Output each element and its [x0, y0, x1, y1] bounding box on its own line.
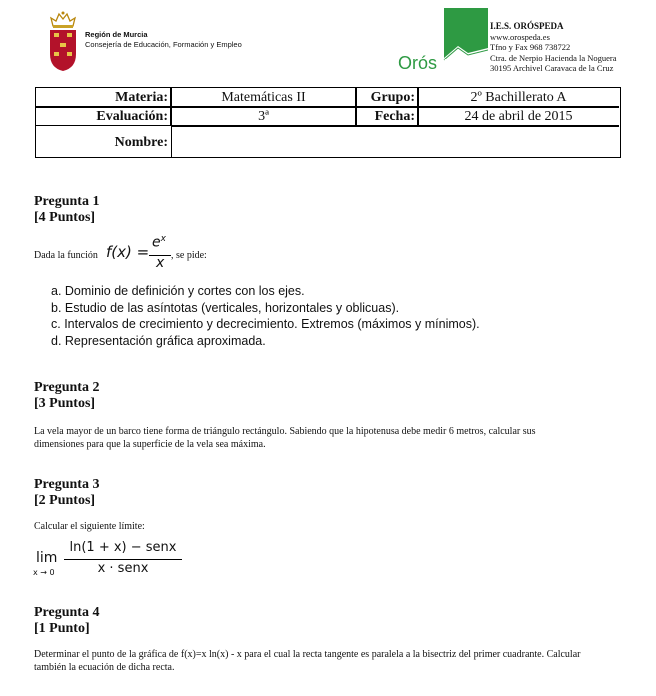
question-1-intro-end: , se pide: — [171, 250, 207, 261]
limit-fraction-line — [64, 559, 182, 560]
question-4-title: Pregunta 4 — [34, 605, 100, 620]
school-phone: Tfno y Fax 968 738722 — [490, 42, 571, 52]
school-name: I.E.S. ORÓSPEDA — [490, 21, 564, 31]
question-4-points: [1 Punto] — [34, 621, 90, 636]
grupo-label: Grupo: — [370, 90, 415, 105]
fecha-value: 24 de abril de 2015 — [464, 109, 573, 124]
question-2-text-line1: La vela mayor de un barco tiene forma de triángulo rectángulo. Sabiendo que la hipotenusa debe medir 6 metros, calcular sus — [34, 426, 536, 437]
svg-text:peda: peda — [443, 53, 484, 73]
limit-subscript: x → 0 — [33, 568, 55, 577]
limit-denominator: x · senx — [97, 561, 149, 576]
list-item: b. Estudio de las asíntotas (verticales, horizontales y oblicuas). — [51, 300, 400, 315]
nombre-label: Nombre: — [114, 135, 168, 150]
question-1-list — [51, 283, 480, 349]
evaluacion-label: Evaluación: — [96, 109, 168, 124]
grupo-value: 2º Bachillerato A — [470, 90, 567, 105]
function-name: f(x) = — [106, 243, 150, 261]
function-numerator: $e^x$ — [152, 234, 166, 251]
question-4-text-line1: Determinar el punto de la gráfica de f(x)=x ln(x) - x para el cual la recta tangente es paralela a la bisectriz del primer cuadrante. Calcular — [34, 649, 581, 660]
region-name: Región de Murcia — [85, 30, 148, 39]
list-item: c. Intervalos de crecimiento y decrecimiento. Extremos (máximos y mínimos). — [51, 317, 480, 331]
school-contact-info — [490, 21, 617, 74]
function-denominator: x — [156, 255, 165, 271]
list-item: d. Representación gráfica aproximada. — [51, 333, 266, 348]
school-logo-icon — [398, 8, 488, 76]
question-1-title: Pregunta 1 — [34, 194, 100, 209]
question-3-title: Pregunta 3 — [34, 477, 100, 492]
school-address-line2: 30195 Archivel Caravaca de la Cruz — [490, 63, 614, 73]
question-2-points: [3 Puntos] — [34, 396, 96, 411]
question-3-points: [2 Puntos] — [34, 493, 96, 508]
fecha-label: Fecha: — [374, 109, 415, 124]
evaluacion-value: 3ª — [258, 109, 269, 124]
school-website: www.orospeda.es — [490, 31, 550, 42]
limit-operator: lim — [36, 550, 58, 566]
school-address-line1: Ctra. de Nerpio Hacienda la Noguera — [490, 52, 617, 63]
question-1-intro: Dada la función — [34, 250, 98, 261]
question-4-text-line2: también la ecuación de dicha recta. — [34, 662, 175, 673]
question-2-text-line2: dimensiones para que la superficie de la vela sea máxima. — [34, 439, 266, 450]
list-item: a. Dominio de definición y cortes con los ejes. — [51, 284, 305, 298]
question-2-title: Pregunta 2 — [34, 380, 100, 395]
materia-value: Matemáticas II — [221, 90, 306, 105]
consejeria-name: Consejería de Educación, Formación y Empleo — [85, 40, 242, 49]
question-1-points: [4 Puntos] — [34, 210, 96, 225]
svg-text:Orós: Orós — [398, 53, 438, 73]
question-3-text: Calcular el siguiente límite: — [34, 521, 145, 532]
limit-numerator: ln(1 + x) − senx — [69, 540, 177, 555]
exam-info-table — [35, 87, 621, 158]
region-murcia-crest-icon — [47, 10, 79, 72]
materia-label: Materia: — [115, 90, 168, 105]
function-exponent: x — [160, 234, 166, 244]
